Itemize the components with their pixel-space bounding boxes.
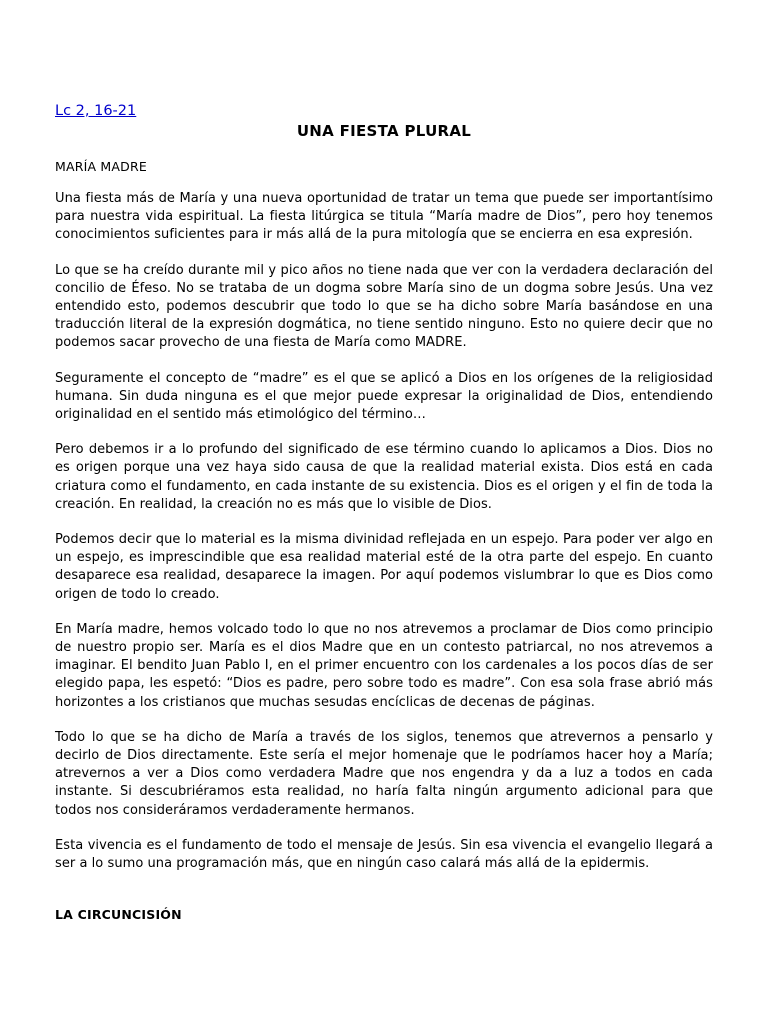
gospel-reference-link[interactable]: Lc 2, 16-21: [55, 103, 137, 119]
paragraph-7: Todo lo que se ha dicho de María a través de los siglos, tenemos que atrevernos a pensarlo y decirlo de Dios directamente. Este sería el mejor homenaje que le podríamos hacer hoy a María; atrevernos a ver a Dios como verdadera Madre que nos engendra y da a luz a todos en cada instante. Si descubriéramos esta realidad, no haría falta ningún argumento adicional para que todos nos consideráramos verdaderamente hermanos.: [55, 729, 713, 818]
document-title: UNA FIESTA PLURAL: [296, 122, 472, 140]
paragraph-3: Seguramente el concepto de “madre” es el que se aplicó a Dios en los orígenes de la religiosidad humana. Sin duda ninguna es el que mejor puede expresar la originalidad de Dios, entendiendo originalidad en el sentido más etimológico del término…: [55, 370, 713, 423]
paragraph-1: Una fiesta más de María y una nueva oportunidad de tratar un tema que puede ser importantísimo para nuestra vida espiritual. La fiesta litúrgica se titula “María madre de Dios”, pero hoy tenemos conocimientos suficientes para ir más allá de la pura mitología que se encierra en esa expresión.: [55, 191, 713, 243]
paragraph-4: Pero debemos ir a lo profundo del significado de ese término cuando lo aplicamos a Dios. Dios no es origen porque una vez haya sido causa de que la realidad material exista. Dios está en cada criatura como el fundamento, en cada instante de su existencia. Dios es el origen y el fin de toda la creación. En realidad, la creación no es más que lo visible de Dios.: [55, 442, 713, 512]
paragraph-5: Podemos decir que lo material es la misma divinidad reflejada en un espejo. Para poder ver algo en un espejo, es imprescindible que esa realidad material esté de la otra parte del espejo. En cuanto desaparece esa realidad, desaparece la imagen. Por aquí podemos vislumbrar lo que es Dios como origen de todo lo creado.: [55, 532, 713, 602]
paragraph-6: En María madre, hemos volcado todo lo que no nos atrevemos a proclamar de Dios como principio de nuestro propio ser. María es el dios Madre que en un contesto patriarcal, no nos atrevemos a imaginar. El bendito Juan Pablo I, en el primer encuentro con los cardenales a los pocos días de ser elegido papa, les espetó: “Dios es padre, pero sobre todo es madre”. Con esa sola frase abrió más horizontes a los cristianos que muchas sesudas encíclicas de decenas de páginas.: [55, 621, 713, 710]
section-heading-circuncision: LA CIRCUNCISIÓN: [55, 907, 182, 923]
section-heading-maria-madre: MARÍA MADRE: [55, 159, 147, 174]
document-page: [55, 102, 713, 938]
paragraph-8: Esta vivencia es el fundamento de todo el mensaje de Jesús. Sin esa vivencia el evangelio llegará a ser a lo sumo una programación más, que en ningún caso calará más allá de la epidermis.: [55, 837, 713, 872]
section-spacer: [55, 890, 713, 906]
paragraph-2: Lo que se ha creído durante mil y pico años no tiene nada que ver con la verdadera declaración del concilio de Éfeso. No se trataba de un dogma sobre María sino de un dogma sobre Jesús. Una vez entendido esto, podemos descubrir que todo lo que se ha dicho sobre María basándose en una traducción literal de la expresión dogmática, no tiene sentido ninguno. Esto no quiere decir que no podemos sacar provecho de una fiesta de María como MADRE.: [55, 262, 713, 351]
